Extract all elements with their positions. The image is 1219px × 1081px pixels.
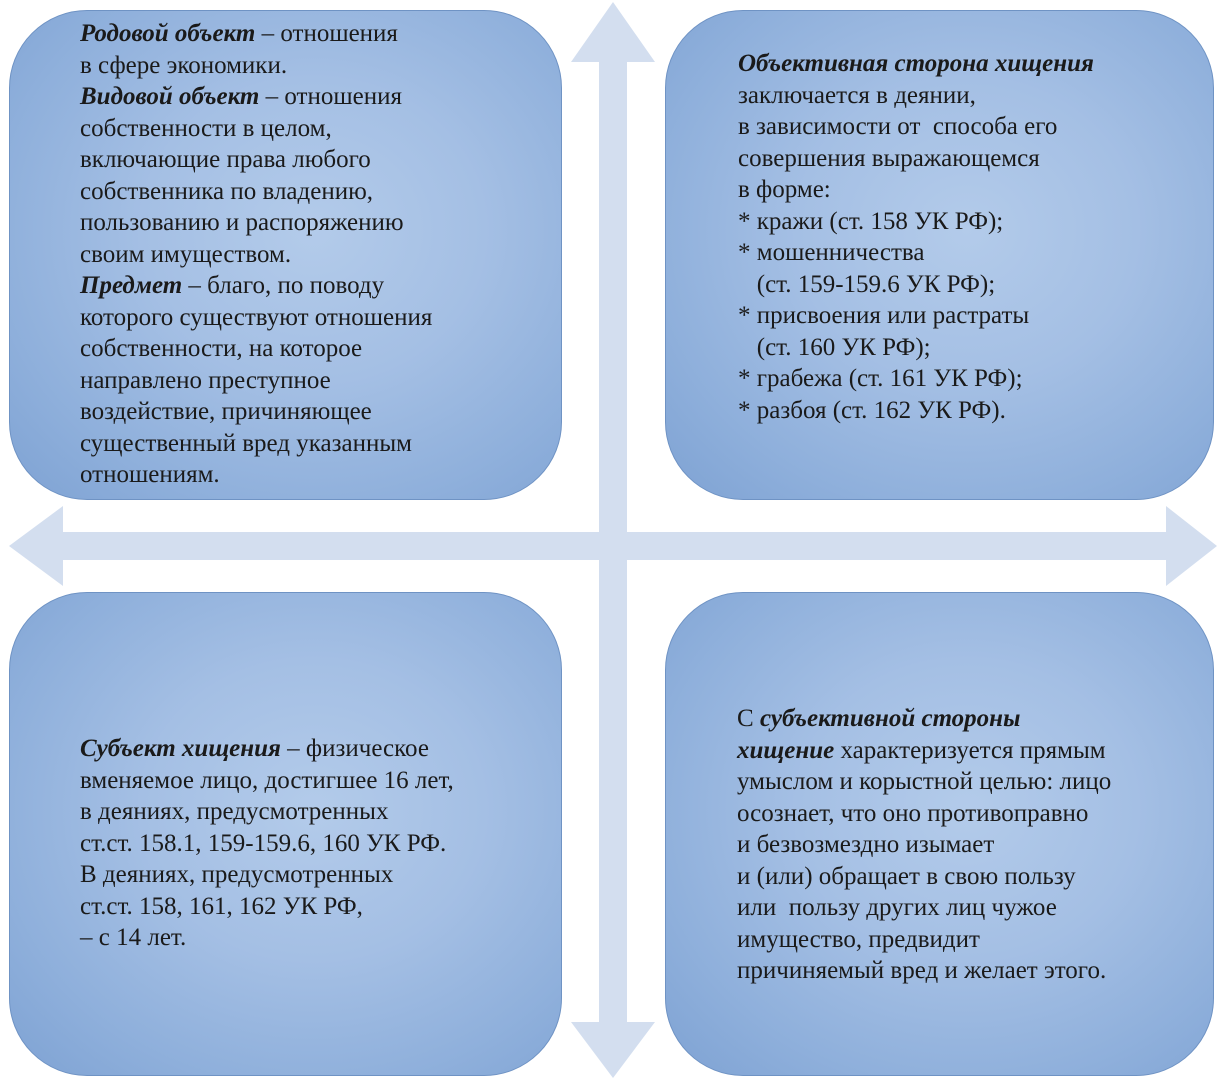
text-line xyxy=(80,891,454,923)
term-emphasis: Родовой объект xyxy=(80,20,256,47)
term-emphasis: Субъект хищения xyxy=(80,735,281,762)
text-line xyxy=(80,922,454,954)
line-text: – с 14 лет. xyxy=(80,924,187,951)
line-prefix: С xyxy=(737,705,760,732)
line-text: в зависимости от способа его xyxy=(738,113,1058,140)
line-text: совершения выражающемся xyxy=(738,144,1040,172)
text-line xyxy=(80,144,432,176)
objective-side-text xyxy=(738,48,1094,426)
text-line xyxy=(80,859,454,891)
subject-text xyxy=(80,733,454,954)
line-text: в форме: xyxy=(738,176,831,203)
line-text: в сфере экономики. xyxy=(80,51,288,79)
text-line xyxy=(738,111,1094,143)
line-text: собственности в целом, xyxy=(80,114,332,142)
text-line xyxy=(80,176,432,208)
text-line xyxy=(80,50,432,82)
line-text: ст.ст. 158.1, 159-159.6, 160 УК РФ. xyxy=(80,829,447,857)
text-line xyxy=(737,829,1111,861)
text-line xyxy=(737,861,1111,893)
line-text: (ст. 159-159.6 УК РФ); xyxy=(738,270,996,298)
line-text: – благо, по поводу xyxy=(182,272,385,299)
line-text: отношениям. xyxy=(80,461,220,488)
text-line xyxy=(737,735,1111,767)
text-line xyxy=(738,269,1094,301)
line-text: – отношения xyxy=(259,83,402,110)
text-line xyxy=(80,113,432,145)
term-emphasis: субъективной стороны xyxy=(759,705,1021,732)
subjective-side-text xyxy=(737,703,1111,987)
line-text: имущество, предвидит xyxy=(737,925,980,953)
text-line xyxy=(738,237,1094,269)
text-line xyxy=(738,332,1094,364)
text-line xyxy=(738,48,1094,80)
line-text: – физическое xyxy=(280,735,429,762)
line-text: * разбоя (ст. 162 УК РФ). xyxy=(738,396,1006,424)
text-line xyxy=(80,733,454,765)
text-line xyxy=(738,143,1094,175)
text-line xyxy=(738,206,1094,238)
line-text: причиняемый вред и желает этого. xyxy=(737,957,1107,984)
text-line xyxy=(737,766,1111,798)
line-text: собственности, на которое xyxy=(80,335,363,362)
text-line xyxy=(738,300,1094,332)
line-text: в деяниях, предусмотренных xyxy=(80,798,389,825)
text-line xyxy=(80,18,432,50)
text-line xyxy=(80,396,432,428)
text-line xyxy=(737,798,1111,830)
text-line xyxy=(738,395,1094,427)
text-line xyxy=(80,796,454,828)
line-text: воздействие, причиняющее xyxy=(80,398,372,425)
text-line xyxy=(738,174,1094,206)
line-text: * грабежа (ст. 161 УК РФ); xyxy=(738,365,1023,392)
line-text: * мошенничества xyxy=(738,239,925,266)
line-text: * кражи (ст. 158 УК РФ); xyxy=(738,207,1004,235)
line-text: В деяниях, предусмотренных xyxy=(80,861,394,888)
line-text: пользованию и распоряжению xyxy=(80,209,404,236)
text-line xyxy=(80,302,432,334)
line-text: заключается в деянии, xyxy=(738,81,976,109)
line-text: осознает, что оно противоправно xyxy=(737,799,1089,827)
line-text: или пользу других лиц чужое xyxy=(737,894,1057,921)
text-line xyxy=(737,924,1111,956)
text-line xyxy=(80,239,432,271)
object-text xyxy=(80,18,432,491)
term-emphasis: хищение xyxy=(737,736,835,764)
line-text: характеризуется прямым xyxy=(834,736,1106,764)
term-emphasis: Объективная сторона хищения xyxy=(738,50,1094,77)
text-line xyxy=(80,333,432,365)
text-line xyxy=(737,955,1111,987)
text-line xyxy=(80,428,432,460)
line-text: ст.ст. 158, 161, 162 УК РФ, xyxy=(80,892,363,920)
line-text: направлено преступное xyxy=(80,366,331,394)
text-line xyxy=(80,459,432,491)
line-text: и (или) обращает в свою пользу xyxy=(737,862,1076,890)
text-line xyxy=(737,703,1111,735)
term-emphasis: Видовой объект xyxy=(80,83,260,110)
text-line xyxy=(80,828,454,860)
text-line xyxy=(738,363,1094,395)
line-text: умыслом и корыстной целью: лицо xyxy=(737,768,1112,795)
line-text: – отношения xyxy=(255,20,398,47)
text-line xyxy=(80,365,432,397)
text-line xyxy=(80,207,432,239)
line-text: включающие права любого xyxy=(80,146,371,173)
term-emphasis: Предмет xyxy=(80,272,183,299)
line-text: и безвозмездно изымает xyxy=(737,831,995,858)
text-line xyxy=(80,81,432,113)
line-text: (ст. 160 УК РФ); xyxy=(738,333,931,361)
text-line xyxy=(80,765,454,797)
text-line xyxy=(738,80,1094,112)
line-text: собственника по владению, xyxy=(80,177,374,205)
line-text: вменяемое лицо, достигшее 16 лет, xyxy=(80,766,454,794)
line-text: * присвоения или растраты xyxy=(738,302,1030,329)
line-text: своим имуществом. xyxy=(80,240,292,268)
line-text: которого существуют отношения xyxy=(80,303,433,331)
text-line xyxy=(737,892,1111,924)
line-text: существенный вред указанным xyxy=(80,429,412,457)
text-line xyxy=(80,270,432,302)
